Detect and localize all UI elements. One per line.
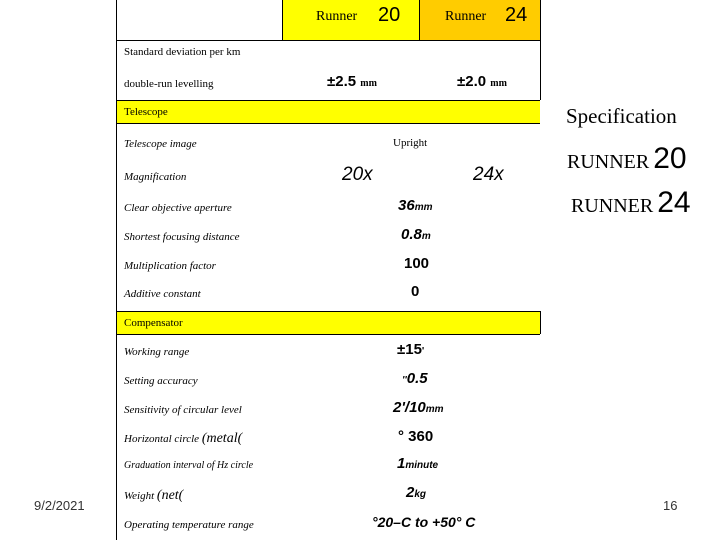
telescope-section-title: Telescope xyxy=(124,106,168,118)
setting-accuracy-label: Setting accuracy xyxy=(124,375,198,387)
weight-value xyxy=(406,484,426,501)
runner20-header-label: Runner xyxy=(316,9,358,24)
setting-accuracy-value-num: 0.5 xyxy=(406,370,428,387)
slide-page-number: 16 xyxy=(663,498,678,513)
side-runner24-text: RUNNER xyxy=(571,195,654,217)
side-runner24 xyxy=(571,186,691,220)
rule-header-bottom xyxy=(116,40,540,41)
magnification-value-20: 20x xyxy=(342,164,373,185)
operating-temperature-label: Operating temperature range xyxy=(124,519,254,531)
side-runner20 xyxy=(567,142,687,176)
std-dev-row-label: double-run levelling xyxy=(124,78,214,90)
graduation-interval-label: Graduation interval of Hz circle xyxy=(124,460,254,471)
runner20-header-num: 20 xyxy=(378,4,401,26)
table-left-border xyxy=(116,0,117,540)
std-dev-value-20-unit: mm xyxy=(360,78,377,89)
aperture-value xyxy=(398,197,432,214)
std-dev-value-24-num: ±2.0 xyxy=(457,73,487,90)
horizontal-circle-value: ° 360 xyxy=(398,428,434,445)
header-divider-left xyxy=(282,0,283,40)
rule-telescope-top xyxy=(116,100,540,101)
std-dev-value-24-unit: mm xyxy=(490,78,507,89)
multiplication-factor-value: 100 xyxy=(404,255,430,272)
table-right-border xyxy=(540,0,541,100)
side-runner20-num: 20 xyxy=(653,142,687,175)
graduation-interval-value xyxy=(397,455,438,472)
aperture-label: Clear objective aperture xyxy=(124,202,232,214)
rule-compensator-bottom xyxy=(116,334,540,335)
side-runner20-text: RUNNER xyxy=(567,151,650,173)
working-range-label: Working range xyxy=(124,346,190,358)
runner24-header-num: 24 xyxy=(505,4,528,26)
slide-date: 9/2/2021 xyxy=(34,498,85,513)
aperture-value-unit: mm xyxy=(414,202,433,213)
focusing-distance-label: Shortest focusing distance xyxy=(124,231,240,243)
circular-level-value-num: 2'/10 xyxy=(393,399,426,416)
graduation-interval-value-unit: minute xyxy=(405,460,439,471)
aperture-value-num: 36 xyxy=(398,197,415,214)
focusing-distance-value xyxy=(401,226,431,243)
focusing-distance-value-num: 0.8 xyxy=(401,226,422,243)
setting-accuracy-value-prefix: '' xyxy=(402,375,407,386)
header-divider-mid xyxy=(419,0,420,40)
std-dev-value-20-num: ±2.5 xyxy=(327,73,357,90)
runner20-header xyxy=(282,0,419,40)
runner24-header-label: Runner xyxy=(445,9,487,24)
working-range-value-unit: ' xyxy=(421,346,425,357)
working-range-value-num: ±15 xyxy=(397,341,422,358)
weight-label-text: Weight xyxy=(124,490,155,502)
weight-value-unit: kg xyxy=(414,489,427,500)
graduation-interval-value-num: 1 xyxy=(397,455,406,472)
horizontal-circle-label-paren: (metal( xyxy=(201,431,243,446)
runner24-header xyxy=(419,0,540,40)
std-dev-value-20 xyxy=(327,73,377,90)
multiplication-factor-label: Multiplication factor xyxy=(124,260,216,272)
telescope-image-value: Upright xyxy=(393,137,428,149)
magnification-value-24: 24x xyxy=(473,164,504,185)
telescope-section-band xyxy=(116,100,540,123)
spec-title: Specification xyxy=(566,104,677,128)
additive-constant-value: 0 xyxy=(411,283,420,300)
weight-label xyxy=(124,488,183,504)
side-runner24-num: 24 xyxy=(657,186,691,219)
circular-level-value xyxy=(393,399,444,416)
setting-accuracy-value xyxy=(402,370,428,387)
circular-level-label: Sensitivity of circular level xyxy=(124,404,242,416)
horizontal-circle-label xyxy=(124,431,242,447)
table-right-border-lower xyxy=(540,311,541,334)
focusing-distance-value-unit: m xyxy=(421,231,431,242)
rule-compensator-top xyxy=(116,311,540,312)
working-range-value xyxy=(397,341,424,358)
circular-level-value-unit: mm xyxy=(425,404,444,415)
rule-telescope-bottom xyxy=(116,123,540,124)
additive-constant-label: Additive constant xyxy=(124,288,201,300)
compensator-section-title: Compensator xyxy=(124,317,183,329)
weight-value-num: 2 xyxy=(406,484,415,501)
operating-temperature-value: °20–C to +50° C xyxy=(372,514,476,530)
std-dev-title: Standard deviation per km xyxy=(124,46,241,58)
std-dev-value-24 xyxy=(457,73,507,90)
magnification-label: Magnification xyxy=(124,171,187,183)
weight-label-paren: (net( xyxy=(156,488,184,503)
horizontal-circle-label-text: Horizontal circle xyxy=(124,433,200,445)
telescope-image-label: Telescope image xyxy=(124,138,197,150)
